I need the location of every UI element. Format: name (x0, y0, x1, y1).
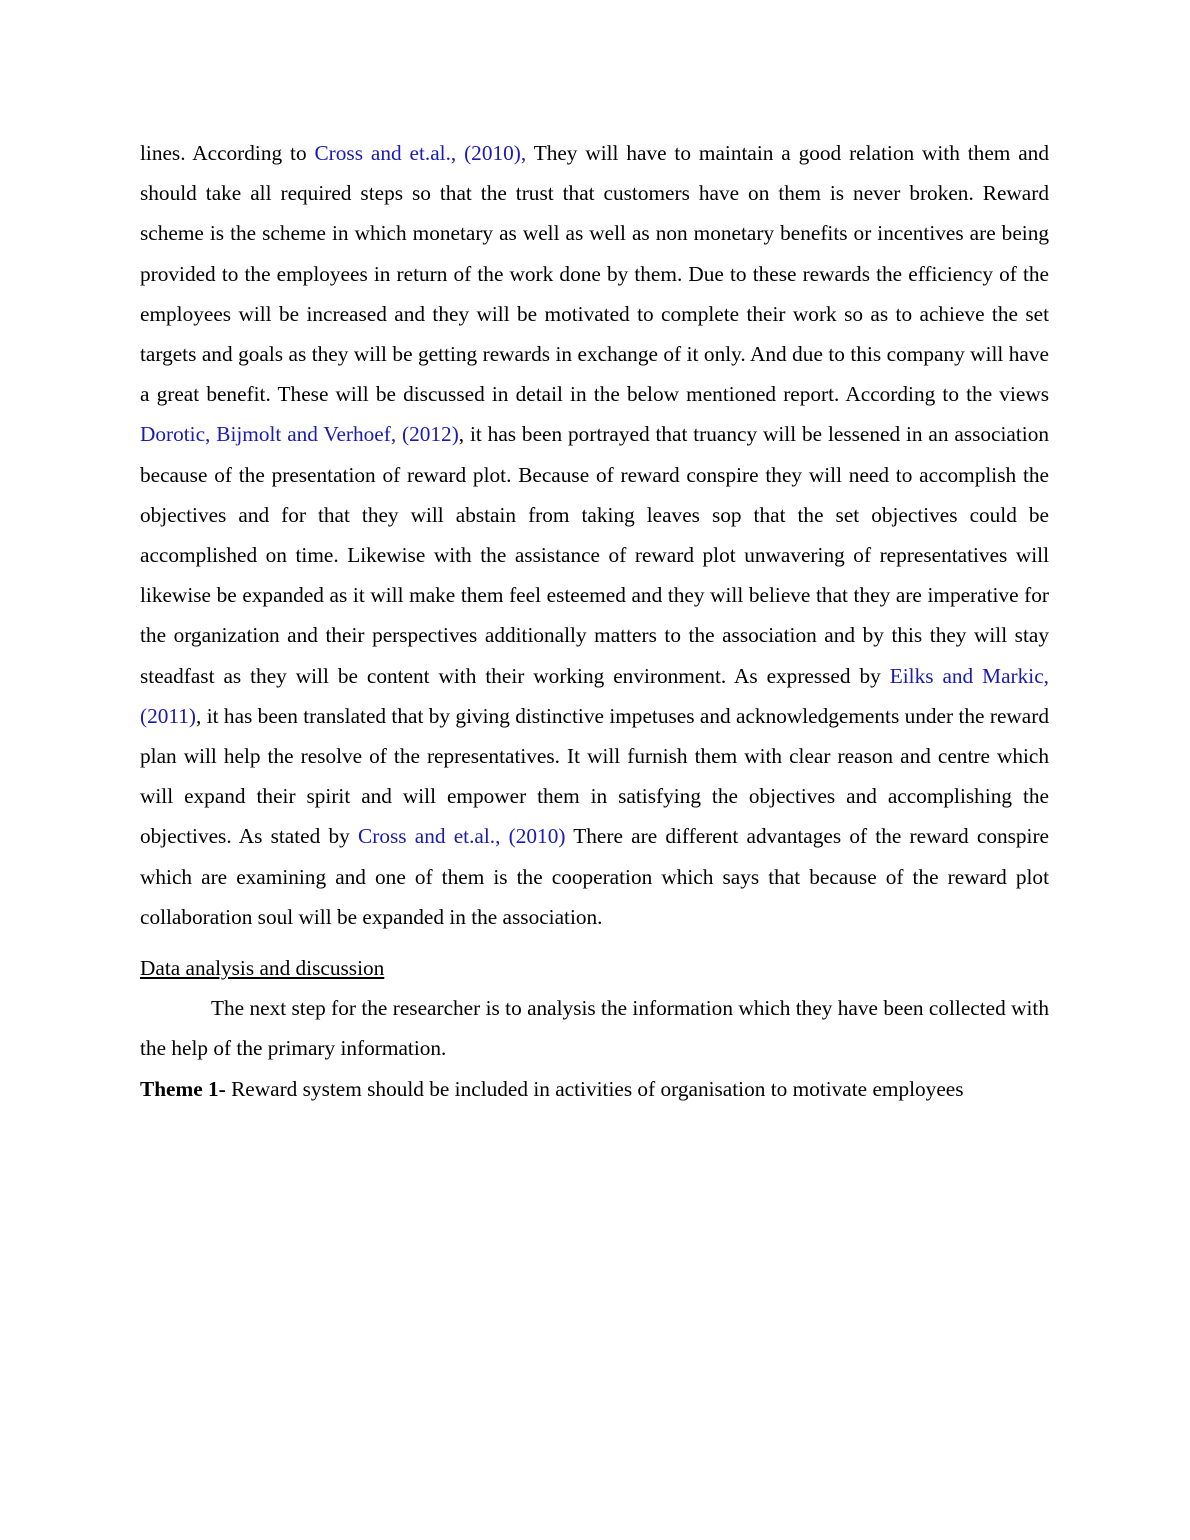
section-heading: Data analysis and discussion (140, 956, 385, 981)
paragraph-text: , it has been translated that by giving distinctive impetuses and acknowledgements under the reward plan will help the resolve of the representatives. It will furnish them with clear reason and centre which will expand their spirit and will empower them in satisfying the objectives and accomplishing the objectives. As stated by (140, 703, 1049, 849)
analysis-paragraph: The next step for the researcher is to analysis the information which they have been collected with the help of the primary information. (140, 996, 1049, 1061)
body-paragraph (140, 133, 1049, 937)
theme-line (140, 1069, 1049, 1109)
theme-label: Theme 1- (140, 1076, 226, 1101)
document-page (140, 133, 1049, 1109)
theme-text: Reward system should be included in activities of organisation to motivate employees (225, 1076, 964, 1101)
citation-eilks-2011: Eilks and Markic, (2011) (140, 663, 1049, 728)
citation-cross-2010: Cross and et.al., (2010), (314, 141, 527, 165)
citation-cross-2010-second: Cross and et.al., (2010) (358, 824, 566, 849)
citation-dorotic-2012: Dorotic, Bijmolt and Verhoef, (2012) (140, 422, 459, 447)
paragraph-text: , it has been portrayed that truancy will be lessened in an association because of the presentation of reward plot. Because of reward conspire they will need to accomplish the objectives and for that they will abstain from taking leaves sop that the set objectives could be accomplished on time. Likewise with the assistance of reward plot unwavering of representatives will likewise be expanded as it will make them feel esteemed and they will believe that they are imperative for the organization and their perspectives additionally matters to the association and by this they will stay steadfast as they will be content with their working environment. As expressed by (140, 422, 1049, 688)
paragraph-text: There are different advantages of the reward conspire which are examining and one of them is the cooperation which says that because of the reward plot collaboration soul will be expanded in the association. (140, 824, 1050, 929)
paragraph-text: lines. According to (140, 141, 315, 165)
paragraph-text: They will have to maintain a good relation with them and should take all required steps so that the trust that customers have on them is never broken. Reward scheme is the scheme in which monetary as well as well as non monetary benefits or incentives are being provided to the employees in return of the work done by them. Due to these rewards the efficiency of the employees will be increased and they will be motivated to complete their work so as to achieve the set targets and goals as they will be getting rewards in exchange of it only. And due to this company will have a great benefit. These will be discussed in detail in the below mentioned report. According to the views (140, 141, 1049, 407)
